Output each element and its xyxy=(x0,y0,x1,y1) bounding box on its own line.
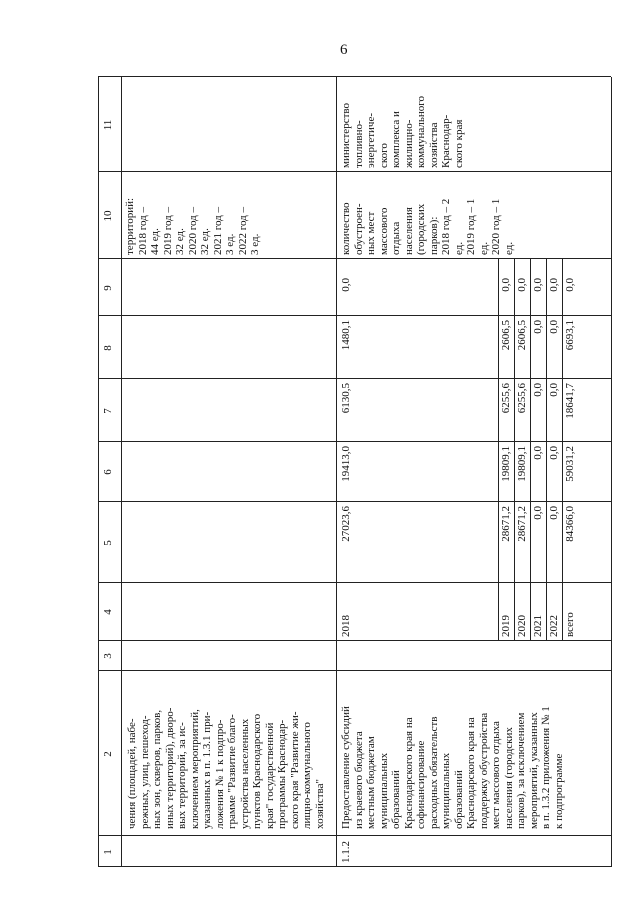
year-row-divider xyxy=(546,259,547,641)
year-cell: 2021 xyxy=(532,615,544,637)
row-number: 1.1.2 xyxy=(340,841,352,863)
value-cell: 0,0 xyxy=(340,278,352,292)
column-divider xyxy=(98,171,611,172)
value-cell: 0,0 xyxy=(532,506,544,520)
page-number: 6 xyxy=(340,42,348,58)
column-header-4: 4 xyxy=(102,609,114,615)
value-cell: 0,0 xyxy=(500,278,512,292)
column-divider xyxy=(98,258,611,259)
value-cell: 18641,7 xyxy=(564,383,576,419)
year-cell: всего xyxy=(564,612,576,637)
table-border-top xyxy=(98,77,99,867)
value-cell: 19809,1 xyxy=(516,446,528,482)
cont-col2-text: чения (площадей, набе- режных, улиц, пешеход- ных зон, скверов, парков, иных территорий), дворо- вых территорий, за ис- ключением мероприятий, указанных в п. 1.3.1 при- ложения № 1 к подпро- грамме "Развитие благо- устройства населенных пунктов Краснодарского края" государственной программы Краснодар- ского края "Развитие жи- лищно-коммунального хозяйства" xyxy=(126,707,326,829)
table-border-left xyxy=(98,866,611,867)
value-cell: 0,0 xyxy=(532,278,544,292)
year-row-divider xyxy=(562,259,563,641)
value-cell: 59031,2 xyxy=(564,446,576,482)
column-header-8: 8 xyxy=(102,345,114,351)
value-cell: 0,0 xyxy=(548,446,560,460)
year-row-divider xyxy=(514,259,515,641)
column-header-1: 1 xyxy=(102,849,114,855)
column-header-6: 6 xyxy=(102,469,114,475)
column-header-5: 5 xyxy=(102,540,114,546)
value-cell: 0,0 xyxy=(548,278,560,292)
value-cell: 0,0 xyxy=(532,446,544,460)
value-cell: 0,0 xyxy=(548,320,560,334)
value-cell: 0,0 xyxy=(532,383,544,397)
value-cell: 19809,1 xyxy=(500,446,512,482)
row112-col10-text: количество обустроен- ных мест массового отдыха населения (городских парков): 2018 год – 2 ед. 2019 год – 1 ед. 2020 год – 1 ед. xyxy=(340,198,515,255)
column-header-3: 3 xyxy=(102,653,114,659)
value-cell: 6255,6 xyxy=(500,383,512,414)
table-border-bottom xyxy=(611,77,612,867)
year-cell: 2019 xyxy=(500,615,512,637)
year-cell: 2022 xyxy=(548,615,560,637)
value-cell: 0,0 xyxy=(532,320,544,334)
value-cell: 28671,2 xyxy=(500,506,512,542)
column-divider xyxy=(98,835,611,836)
year-row-divider xyxy=(498,259,499,641)
year-cell: 2018 xyxy=(340,615,352,637)
value-cell: 6255,6 xyxy=(516,383,528,414)
year-row-divider xyxy=(530,259,531,641)
value-cell: 2606,5 xyxy=(500,320,512,351)
value-cell: 6693,1 xyxy=(564,320,576,351)
value-cell: 0,0 xyxy=(548,506,560,520)
column-header-11: 11 xyxy=(102,119,114,131)
value-cell: 6130,5 xyxy=(340,383,352,414)
value-cell: 2606,5 xyxy=(516,320,528,351)
value-cell: 0,0 xyxy=(516,278,528,292)
column-header-9: 9 xyxy=(102,285,114,291)
value-cell: 0,0 xyxy=(548,383,560,397)
value-cell: 19413,0 xyxy=(340,446,352,482)
value-cell: 84366,0 xyxy=(564,506,576,542)
column-divider xyxy=(98,640,611,641)
header-row-divider xyxy=(121,77,122,867)
rotated-table xyxy=(98,77,611,867)
column-header-2: 2 xyxy=(102,751,114,757)
row112-col11-text: министерство топливно- энергетиче- ского комплекса и жилищно- коммунального хозяйства Краснодар- ского края xyxy=(340,96,465,168)
value-cell: 28671,2 xyxy=(516,506,528,542)
value-cell: 0,0 xyxy=(564,278,576,292)
column-header-10: 10 xyxy=(102,210,114,222)
column-divider xyxy=(98,670,611,671)
cont-col10-text: территорий: 2018 год – 44 ед. 2019 год – 32 ед. 2020 год – 32 ед. 2021 год – 3 ед. 2022 год – 3 ед. xyxy=(124,197,261,255)
row-divider xyxy=(336,77,337,867)
value-cell: 1480,1 xyxy=(340,320,352,351)
year-cell: 2020 xyxy=(516,615,528,637)
value-cell: 27023,6 xyxy=(340,506,352,542)
column-header-7: 7 xyxy=(102,408,114,414)
row112-col2-text: Предоставление субсидий из краевого бюджета местным бюджетам муниципальных образований Краснодарского края на софинансирование расходных обязательств муниципальных образований Краснодарского края на поддержку обустройства мест массового отдыха населения (городских парков), за исключением мероприятий, указанных в п. 1.3.2 приложения № 1 к подпрограмме xyxy=(340,706,565,829)
table-border-right xyxy=(98,76,611,77)
